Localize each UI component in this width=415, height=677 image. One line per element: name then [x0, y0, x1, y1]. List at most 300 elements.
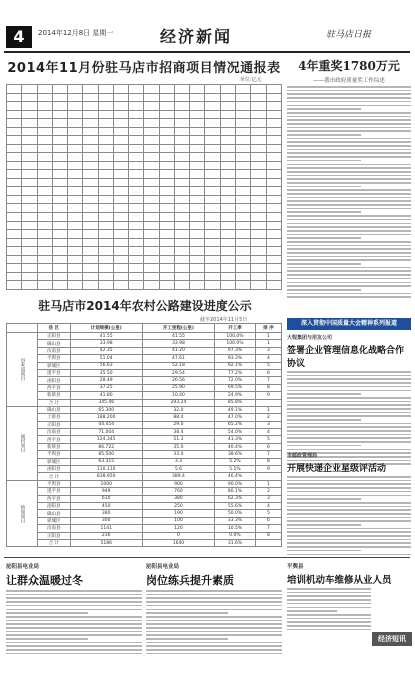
table-cell	[37, 195, 52, 204]
table-cell	[144, 170, 159, 179]
text-line	[287, 171, 411, 173]
table-cell	[68, 255, 83, 264]
table-cell: 遂平县	[38, 488, 71, 495]
table-cell: 遂平县	[38, 369, 71, 376]
text-line	[287, 256, 411, 258]
table-cell	[52, 102, 67, 111]
table-cell	[190, 247, 205, 256]
table-cell	[235, 281, 250, 290]
table-cell	[83, 119, 98, 128]
table-cell	[266, 144, 281, 153]
table-cell	[7, 110, 22, 119]
table-cell	[205, 221, 220, 230]
table-cell: 52.18	[142, 362, 214, 369]
table-cell: 124.345	[70, 436, 142, 443]
table-cell	[266, 195, 281, 204]
table-cell	[251, 153, 266, 162]
text-line	[146, 642, 282, 644]
text-line	[287, 498, 361, 500]
table-cell	[68, 221, 83, 230]
table-cell	[205, 161, 220, 170]
group-label: 桥梁项目	[7, 480, 38, 547]
text-line	[146, 631, 282, 633]
table-cell	[266, 281, 281, 290]
table-cell: 29.0	[142, 421, 214, 428]
table-cell	[159, 187, 174, 196]
table-cell	[83, 178, 98, 187]
text-line	[287, 625, 371, 627]
story-org: 市邮政管理局	[287, 453, 318, 459]
text-line	[6, 638, 88, 640]
text-line	[287, 108, 361, 110]
text-line	[287, 145, 411, 147]
text-line	[287, 259, 411, 261]
table-cell: 63.315	[70, 458, 142, 465]
table-cell	[83, 144, 98, 153]
table-cell	[37, 221, 52, 230]
table-cell	[255, 399, 281, 406]
table-cell	[235, 255, 250, 264]
table-cell: 6	[255, 517, 281, 524]
table-cell: 5.6	[142, 466, 214, 473]
table-cell: 380	[70, 510, 142, 517]
table-cell	[174, 264, 189, 273]
table-cell	[83, 85, 98, 94]
table-cell	[174, 212, 189, 221]
table-cell	[235, 195, 250, 204]
table-cell	[22, 144, 37, 153]
table-cell	[113, 119, 128, 128]
table-cell	[159, 204, 174, 213]
table-cell: 40.4%	[215, 443, 256, 450]
table-cell	[83, 238, 98, 247]
table-cell	[98, 281, 113, 290]
table-cell: 7	[255, 525, 281, 532]
table-cell	[235, 247, 250, 256]
table-cell: 44.454	[70, 421, 142, 428]
text-line	[287, 371, 411, 373]
table-cell: 泌阳县	[38, 466, 71, 473]
table-cell: 80.1%	[215, 488, 256, 495]
table-cell: 合 计	[38, 473, 71, 480]
story-title: 开展快递企业星级评活动	[287, 464, 387, 474]
table-cell	[251, 127, 266, 136]
article-body	[287, 588, 411, 630]
table-cell	[235, 110, 250, 119]
text-line	[287, 211, 361, 213]
table-cell: 泌阳县	[38, 502, 71, 509]
table-cell: 110.110	[70, 466, 142, 473]
table-cell	[22, 170, 37, 179]
table-cell	[174, 127, 189, 136]
table-row	[7, 93, 282, 102]
table-row	[7, 238, 282, 247]
table-cell	[220, 136, 235, 145]
table-cell: 正阳县	[38, 421, 71, 428]
table-cell: 2	[255, 414, 281, 421]
table-cell: 85.500	[70, 451, 142, 458]
text-line	[287, 483, 411, 485]
table-cell	[251, 281, 266, 290]
table-cell	[251, 272, 266, 281]
table-cell: 77.2%	[215, 369, 256, 376]
table-row	[7, 362, 282, 369]
text-line	[287, 401, 411, 403]
table-cell	[235, 178, 250, 187]
table-cell	[220, 161, 235, 170]
table-cell	[235, 136, 250, 145]
table-cell	[113, 221, 128, 230]
table-row	[7, 195, 282, 204]
issue-date: 2014年12月8日 星期一	[38, 29, 114, 37]
table-cell	[7, 212, 22, 221]
table-cell	[52, 255, 67, 264]
table-cell	[144, 195, 159, 204]
table-cell	[98, 178, 113, 187]
table-cell	[37, 204, 52, 213]
table-cell: 236	[70, 532, 142, 539]
table-row	[7, 272, 282, 281]
table-cell	[52, 161, 67, 170]
table-cell	[37, 153, 52, 162]
text-line	[146, 649, 282, 651]
table-cell: 汝南县	[38, 525, 71, 532]
table-cell	[52, 264, 67, 273]
text-line	[287, 520, 411, 522]
text-line	[287, 138, 411, 140]
table-row	[7, 170, 282, 179]
table-cell	[113, 281, 128, 290]
table-cell	[220, 110, 235, 119]
table-cell	[144, 153, 159, 162]
table-cell	[266, 178, 281, 187]
section-title: 经济新闻	[160, 27, 233, 46]
table-cell: 平舆县	[38, 480, 71, 487]
table-cell	[52, 212, 67, 221]
table-cell: 1	[255, 340, 281, 347]
text-line	[6, 616, 142, 618]
table-cell	[266, 272, 281, 281]
table-cell: 0	[142, 532, 214, 539]
table-cell	[98, 144, 113, 153]
table-cell	[190, 153, 205, 162]
table-cell	[174, 161, 189, 170]
story-cooperation	[287, 334, 411, 467]
table-cell	[22, 127, 37, 136]
text-line	[287, 90, 411, 92]
table-cell: 47.0%	[215, 414, 256, 421]
table-cell: 33.0	[142, 451, 214, 458]
text-line	[287, 130, 411, 132]
text-line	[287, 437, 411, 439]
table-cell: 33.98	[70, 340, 142, 347]
table-cell	[159, 230, 174, 239]
text-line	[287, 509, 411, 511]
table-cell	[129, 187, 144, 196]
table-cell	[235, 127, 250, 136]
newspaper-logo: 驻马店日报	[326, 30, 372, 40]
table-cell	[37, 247, 52, 256]
table-cell	[68, 85, 83, 94]
table-cell	[251, 187, 266, 196]
investment-table	[6, 84, 282, 290]
text-line	[287, 208, 411, 210]
table-cell	[144, 212, 159, 221]
text-line	[287, 480, 411, 482]
table-cell	[159, 144, 174, 153]
table-cell	[174, 272, 189, 281]
table-cell	[113, 264, 128, 273]
table-row	[7, 502, 282, 509]
table-cell	[22, 230, 37, 239]
table-cell	[129, 93, 144, 102]
text-line	[287, 186, 361, 188]
table-cell: 86.722	[70, 443, 142, 450]
table-cell	[174, 170, 189, 179]
text-line	[287, 550, 361, 552]
group-column-header	[7, 324, 38, 333]
text-line	[287, 423, 411, 425]
table-cell	[68, 178, 83, 187]
table-cell	[22, 136, 37, 145]
table-cell: 41.20	[142, 347, 214, 354]
table-cell	[113, 161, 128, 170]
table-row	[7, 144, 282, 153]
table-cell	[220, 255, 235, 264]
story-org: 泌阳县电业局	[146, 564, 180, 570]
story-org: 大程集团与用友公司	[287, 335, 333, 341]
table-cell	[37, 136, 52, 145]
table-cell: 100.0%	[215, 333, 256, 340]
table-cell	[174, 281, 189, 290]
table-cell	[144, 110, 159, 119]
text-line	[287, 531, 411, 533]
table-cell	[144, 204, 159, 213]
table-row	[7, 414, 282, 421]
table-cell	[159, 178, 174, 187]
table-row	[7, 221, 282, 230]
text-line	[287, 386, 411, 388]
table-cell	[98, 85, 113, 94]
table-cell	[144, 255, 159, 264]
table-cell	[205, 281, 220, 290]
table-cell: 380	[142, 495, 214, 502]
table-cell	[144, 136, 159, 145]
table-cell: 8	[255, 532, 281, 539]
table-cell	[205, 136, 220, 145]
text-line	[287, 241, 411, 243]
table-cell	[144, 127, 159, 136]
table-cell	[266, 110, 281, 119]
table-cell	[220, 230, 235, 239]
table-row	[7, 247, 282, 256]
table-cell	[7, 178, 22, 187]
text-line	[146, 627, 282, 629]
table-cell: 345.46	[70, 399, 142, 406]
table-cell	[113, 255, 128, 264]
table-cell	[251, 144, 266, 153]
table-cell	[7, 238, 22, 247]
table-cell	[159, 281, 174, 290]
table-cell	[37, 264, 52, 273]
table-cell: 4	[255, 502, 281, 509]
story-postal	[287, 452, 411, 557]
table-cell	[159, 127, 174, 136]
table-cell	[159, 170, 174, 179]
table-cell	[144, 102, 159, 111]
text-line	[287, 476, 411, 478]
table-cell	[37, 230, 52, 239]
table-cell	[7, 281, 22, 290]
table-cell	[7, 102, 22, 111]
text-line	[146, 623, 282, 625]
text-line	[287, 167, 411, 169]
table-cell	[113, 102, 128, 111]
text-line	[6, 645, 142, 647]
table-cell: 1640	[142, 539, 214, 546]
text-line	[287, 282, 411, 284]
story-title: 岗位练兵提升素质	[146, 574, 234, 587]
table-cell: 92.1%	[215, 362, 256, 369]
text-line	[6, 631, 142, 633]
table-cell	[37, 110, 52, 119]
text-line	[287, 175, 411, 177]
table-cell: 泌阳县	[38, 377, 71, 384]
table-cell	[83, 93, 98, 102]
table-cell	[266, 264, 281, 273]
table-cell	[83, 102, 98, 111]
table-cell	[235, 119, 250, 128]
text-line	[287, 517, 411, 519]
table-cell: 平舆县	[38, 355, 71, 362]
table-cell: 6	[255, 443, 281, 450]
text-line	[287, 296, 411, 298]
text-line	[287, 528, 411, 530]
table-cell	[37, 127, 52, 136]
table-cell: 31.6%	[215, 539, 256, 546]
table-cell	[235, 170, 250, 179]
table-cell	[205, 255, 220, 264]
table-cell: 55.6%	[215, 502, 256, 509]
table-cell	[22, 153, 37, 162]
table-cell: 610	[70, 495, 142, 502]
table-cell	[190, 136, 205, 145]
text-line	[6, 594, 142, 596]
table-cell	[83, 264, 98, 273]
table-cell	[52, 136, 67, 145]
table-cell	[98, 127, 113, 136]
table-cell	[251, 264, 266, 273]
table-row	[7, 532, 282, 539]
table-cell	[83, 221, 98, 230]
table-cell	[113, 212, 128, 221]
table-cell	[266, 187, 281, 196]
table-cell: 120	[142, 525, 214, 532]
table-row	[7, 466, 282, 473]
text-line	[287, 156, 411, 158]
text-line	[287, 495, 411, 497]
table-cell	[83, 110, 98, 119]
text-line	[6, 597, 142, 599]
table-cell	[22, 161, 37, 170]
text-line	[287, 248, 411, 250]
text-line	[287, 621, 371, 623]
table-cell	[235, 161, 250, 170]
text-line	[287, 105, 411, 107]
table-cell	[205, 247, 220, 256]
table-cell	[37, 119, 52, 128]
table-cell	[220, 119, 235, 128]
table-cell	[52, 110, 67, 119]
table-cell	[22, 221, 37, 230]
table-cell	[68, 93, 83, 102]
story-org: 泌阳县电业局	[6, 564, 40, 570]
table-cell	[174, 136, 189, 145]
table-cell: 72.0%	[215, 377, 256, 384]
table-row	[7, 187, 282, 196]
table-cell	[144, 161, 159, 170]
table-cell	[129, 170, 144, 179]
table-cell	[129, 238, 144, 247]
table-cell	[129, 136, 144, 145]
story-training	[146, 562, 282, 656]
table-row	[7, 102, 282, 111]
table-cell: 7	[255, 451, 281, 458]
story-title: 让群众温暖过冬	[6, 574, 83, 587]
table-cell: 26.56	[142, 377, 214, 384]
article-body	[287, 371, 411, 465]
column-header: 县 区	[38, 324, 71, 333]
table-cell: 51.04	[70, 355, 142, 362]
table-row	[7, 458, 282, 465]
group-label: 县乡道项目	[7, 333, 38, 407]
table-cell	[52, 238, 67, 247]
table-cell	[266, 136, 281, 145]
text-line	[287, 270, 411, 272]
table-cell	[52, 230, 67, 239]
text-line	[287, 123, 411, 125]
table-cell	[255, 473, 281, 480]
table-cell	[129, 255, 144, 264]
column-header: 开工率	[215, 324, 256, 333]
text-line	[287, 542, 411, 544]
text-line	[287, 152, 411, 154]
text-line	[287, 267, 411, 269]
table-row	[7, 347, 282, 354]
text-line	[287, 215, 411, 217]
text-line	[146, 594, 282, 596]
table-cell	[68, 119, 83, 128]
table-cell	[205, 119, 220, 128]
table-cell	[190, 161, 205, 170]
road-progress-table	[6, 323, 282, 553]
table-cell	[190, 272, 205, 281]
table-cell	[205, 187, 220, 196]
table-cell	[68, 238, 83, 247]
table-cell: 35.50	[70, 369, 142, 376]
table-cell	[22, 110, 37, 119]
table-cell	[98, 102, 113, 111]
text-line	[146, 597, 282, 599]
table-cell	[205, 212, 220, 221]
table-cell: 正阳县	[38, 333, 71, 340]
table-cell	[68, 110, 83, 119]
table-cell	[68, 144, 83, 153]
table-cell	[174, 93, 189, 102]
story-title: 签署企业管理信息化战略合作协议	[287, 346, 405, 369]
table-cell	[129, 195, 144, 204]
table-cell	[52, 127, 67, 136]
